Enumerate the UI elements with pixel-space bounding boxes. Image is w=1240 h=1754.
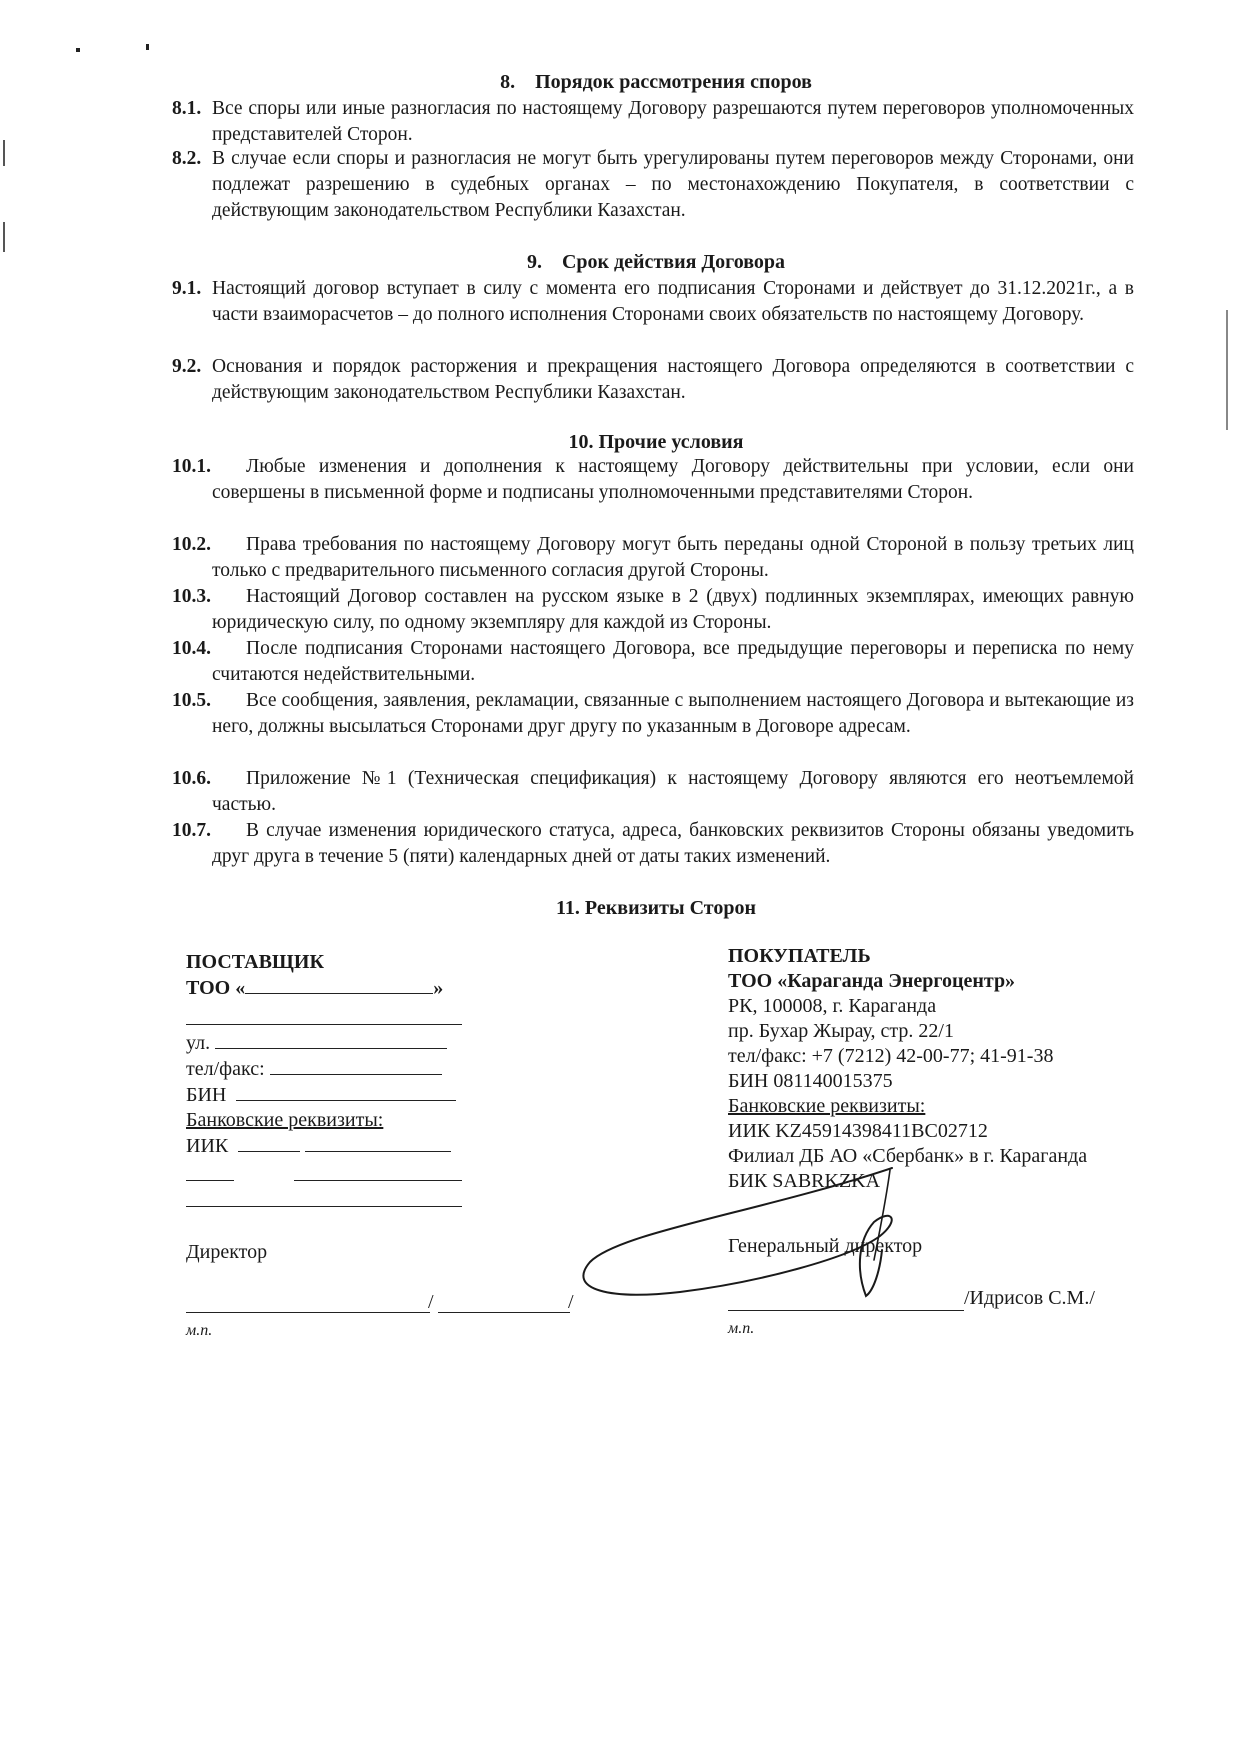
- clause-text: Приложение №1 (Техническая спецификация) к настоящему Договору являются его неотъемлемой частью.: [212, 768, 1134, 815]
- supplier-street-label: ул.: [186, 1032, 211, 1054]
- buyer-heading: ПОКУПАТЕЛЬ: [728, 945, 871, 967]
- buyer-position: Генеральный директор: [728, 1235, 923, 1257]
- clause-number: 10.2.: [172, 534, 211, 555]
- buyer-address-1: РК, 100008, г. Караганда: [728, 995, 937, 1017]
- clause-number: 8.2.: [172, 148, 202, 169]
- supplier-bank-label: Банковские реквизиты:: [186, 1109, 384, 1131]
- clause-text: Основания и порядок расторжения и прекращения настоящего Договора определяются в соответствии с действующим законодательством Республики Казахстан.: [212, 356, 1134, 403]
- buyer-phone: тел/факс: +7 (7212) 42-00-77; 41-91-38: [728, 1045, 1054, 1067]
- clause-text: В случае изменения юридического статуса, адреса, банковских реквизитов Стороны обязаны уведомить друг друга в течение 5 (пяти) календарных дней от даты таких изменений.: [212, 820, 1134, 867]
- supplier-position: Директор: [186, 1241, 268, 1263]
- supplier-sign-sep-2: /: [568, 1291, 574, 1313]
- supplier-company-prefix: ТОО «: [186, 977, 246, 999]
- clause-text: Все сообщения, заявления, рекламации, связанные с выполнением настоящего Договора и вытекающие из него, должны высылаться Сторонами друг другу по указанным в Договоре адресам.: [212, 690, 1134, 737]
- clause-text: Настоящий Договор составлен на русском языке в 2 (двух) подлинных экземплярах, имеющих равную юридическую силу, по одному экземпляру для каждой из Стороны.: [212, 586, 1134, 633]
- clause-text: Настоящий договор вступает в силу с момента его подписания Сторонами и действует до 31.12.2021г., а в части взаиморасчетов – до полного исполнения Сторонами своих обязательств по настоящему Договору.: [212, 278, 1134, 325]
- supplier-company-suffix: »: [433, 977, 444, 999]
- clause-number: 10.4.: [172, 638, 211, 659]
- clause-number: 10.3.: [172, 586, 211, 607]
- clause-text: В случае если споры и разногласия не могут быть урегулированы путем переговоров между Сторонами, они подлежат разрешению в судебных органах – по местонахождению Покупателя, в соответствии с действующим законодательством Республики Казахстан.: [212, 148, 1134, 221]
- supplier-phone-label: тел/факс:: [186, 1058, 265, 1080]
- clause-number: 10.7.: [172, 820, 211, 841]
- buyer-bin: БИН 081140015375: [728, 1070, 893, 1092]
- clause-number: 10.5.: [172, 690, 211, 711]
- buyer-branch: Филиал ДБ АО «Сбербанк» в г. Караганда: [728, 1145, 1088, 1167]
- supplier-bin-label: БИН: [186, 1084, 227, 1106]
- buyer-signatory: /Идрисов С.М./: [964, 1287, 1095, 1309]
- clause-number: 10.6.: [172, 768, 211, 789]
- buyer-company: ТОО «Караганда Энергоцентр»: [728, 970, 1016, 992]
- buyer-stamp-place: м.п.: [728, 1320, 755, 1337]
- supplier-heading: ПОСТАВЩИК: [186, 951, 324, 973]
- section-11-title: 11. Реквизиты Сторон: [556, 897, 756, 919]
- clause-number: 10.1.: [172, 456, 211, 477]
- buyer-bik: БИК SABRKZKA: [728, 1170, 881, 1192]
- buyer-address-2: пр. Бухар Жырау, стр. 22/1: [728, 1020, 954, 1042]
- supplier-sign-sep-1: /: [428, 1291, 434, 1313]
- supplier-stamp-place: м.п.: [186, 1322, 213, 1339]
- section-10-title: 10. Прочие условия: [568, 431, 744, 453]
- buyer-iik: ИИК KZ45914398411BC02712: [728, 1120, 988, 1142]
- supplier-iik-label: ИИК: [186, 1135, 229, 1157]
- clause-number: 9.2.: [172, 356, 202, 377]
- clause-text: Права требования по настоящему Договору могут быть переданы одной Стороной в пользу третьих лиц только с предварительного письменного согласия другой Стороны.: [212, 534, 1134, 581]
- section-9-title: 9. Срок действия Договора: [526, 251, 786, 273]
- section-8-title: 8. Порядок рассмотрения споров: [500, 71, 812, 93]
- clause-text: Все споры или иные разногласия по настоящему Договору разрешаются путем переговоров уполномоченных представителей Сторон.: [212, 98, 1134, 145]
- clause-text: Любые изменения и дополнения к настоящему Договору действительны при условии, если они совершены в письменной форме и подписаны уполномоченными представителями Сторон.: [212, 456, 1134, 503]
- clause-number: 8.1.: [172, 98, 202, 119]
- clause-number: 9.1.: [172, 278, 202, 299]
- buyer-bank-label: Банковские реквизиты:: [728, 1095, 926, 1117]
- clause-text: После подписания Сторонами настоящего Договора, все предыдущие переговоры и переписка по нему считаются недействительными.: [212, 638, 1134, 685]
